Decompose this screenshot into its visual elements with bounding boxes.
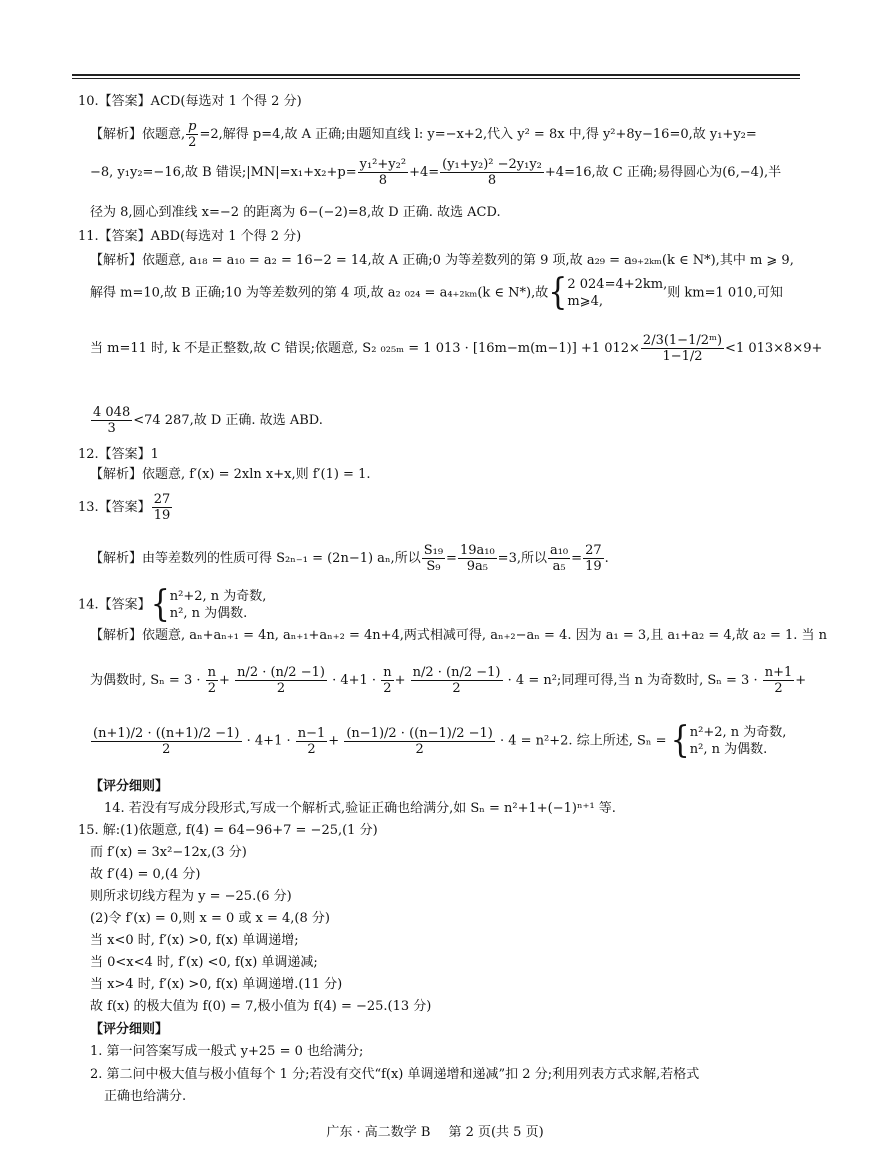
fraction: $\frac{(n-1)/2 \cdot ((n-1)/2 -1)}{2}$ <box>346 725 493 757</box>
q15-line: (2)令 f′(x) = 0,则 x = 0 或 x = 4,(8 分) <box>90 911 330 926</box>
q15-grading-1: 1. 第一问答案写成一般式 y+25 = 0 也给满分; <box>90 1044 364 1059</box>
q12-answer: 12.【答案】1 <box>78 447 159 462</box>
fraction: $\frac{\text{S₁₉}}{\text{S₉}}$ <box>423 543 444 574</box>
fraction: $\frac{p}{2}$ <box>188 119 197 150</box>
q11-analysis-line2: 解得 m=10,故 B 正确;10 为等差数列的第 4 项,故 a₂ ₀₂₄ = a₄₊₂ₖₘ(k ∈ N*),故 { 2 024=4+2km, m⩾4, 则 km=1 010,可知 <box>90 271 783 314</box>
fraction: $\frac{27}{19}$ <box>153 492 171 523</box>
q15-line: 而 f′(x) = 3x²−12x,(3 分) <box>90 845 247 860</box>
header-rule <box>72 74 800 76</box>
fraction: $\frac{n}{2}$ <box>383 665 392 696</box>
q10-answer: 10.【答案】ACD(每选对 1 个得 2 分) <box>78 94 302 109</box>
q15-grading-2: 2. 第二问中极大值与极小值每个 1 分;若没有交代“f(x) 单调递增和递减”扣 2 分;利用列表方式求解,若格式 <box>90 1067 700 1082</box>
q14-answer: 14.【答案】 { n²+2, n 为奇数, n², n 为偶数. <box>78 583 267 626</box>
q10-analysis-line1: 【解析】依题意, $\frac{p}{2}$ =2,解得 p=4,故 A 正确;由题知直线 l: y=−x+2,代入 y² = 8x 中,得 y²+8y−16=0,故 y₁+y₂= <box>90 119 757 150</box>
q13-analysis: 【解析】由等差数列的性质可得 S₂ₙ₋₁ = (2n−1) aₙ,所以 $\frac{\text{S₁₉}}{\text{S₉}}$ = $\frac{\text{19a₁₀}}{\text{9a₅}}$ =3,所以 $\frac{\text{a₁₀}}{\text{a₅}}$ = $\frac{27}{19}$ . <box>90 543 609 574</box>
fraction: $\frac{(n+1)/2 \cdot ((n+1)/2 -1)}{2}$ <box>93 725 240 757</box>
q14-grading-title: 【评分细则】 <box>90 779 169 794</box>
page-footer <box>0 1121 870 1140</box>
q15-line: 当 x>4 时, f′(x) >0, f(x) 单调递增.(11 分) <box>90 977 343 992</box>
q14-analysis-line3: $\frac{(n+1)/2 \cdot ((n+1)/2 -1)}{2}$ · 4+1 · $\frac{n-1}{2}$ + $\frac{(n-1)/2 \cdot ((n-1)/2 -1)}{2}$ · 4 = n²+2. 综上所述, Sₙ = { n²+2, n 为奇数, n², n 为偶数. <box>93 719 787 762</box>
q11-analysis-line4: $\frac{4 048}{3}$ <74 287,故 D 正确. 故选 ABD. <box>93 405 323 436</box>
header-rule-thin <box>72 78 800 79</box>
footer-region: 广东 · 高二数学 B <box>326 1125 431 1140</box>
q12-analysis: 【解析】依题意, f′(x) = 2xln x+x,则 f′(1) = 1. <box>90 467 371 482</box>
q10-analysis-line2: −8, y₁y₂=−16,故 B 错误;|MN|=x₁+x₂+p= $\frac{\text{y₁²+y₂²}}{8}$ +4= $\frac{\text{(y₁+y₂)² −2y₁y₂}}{8}$ +4=16,故 C 正确;易得圆心为(6,−4),半 <box>90 157 782 188</box>
fraction: $\frac{n-1}{2}$ <box>297 725 326 757</box>
fraction: $\frac{n+1}{2}$ <box>764 665 793 696</box>
q15-line: 故 f′(4) = 0,(4 分) <box>90 867 201 882</box>
q15-line: 当 0<x<4 时, f′(x) <0, f(x) 单调递减; <box>90 955 318 970</box>
q15-line: 15. 解:(1)依题意, f(4) = 64−96+7 = −25,(1 分) <box>78 823 378 838</box>
q11-analysis-line3: 当 m=11 时, k 不是正整数,故 C 错误;依题意, S₂ ₀₂₅ₘ = 1 013 · [16m−m(m−1)] +1 012× $\frac{\text{2/3(1−1/2ᵐ)}}{1-1/2}$ <1 013×8×9+ <box>90 333 823 364</box>
equation-system: { 2 024=4+2km, m⩾4, <box>548 271 668 314</box>
piecewise: { n²+2, n 为奇数, n², n 为偶数. <box>670 719 787 762</box>
piecewise: { n²+2, n 为奇数, n², n 为偶数. <box>150 583 267 626</box>
q15-grading-title: 【评分细则】 <box>90 1022 169 1037</box>
fraction: $\frac{n/2 \cdot (n/2 -1)}{2}$ <box>237 665 325 696</box>
q15-line: 当 x<0 时, f′(x) >0, f(x) 单调递增; <box>90 933 299 948</box>
fraction: $\frac{4 048}{3}$ <box>93 405 131 436</box>
fraction: $\frac{n/2 \cdot (n/2 -1)}{2}$ <box>412 665 501 696</box>
fraction: $\frac{\text{2/3(1−1/2ᵐ)}}{1-1/2}$ <box>642 333 723 364</box>
q11-analysis-line1: 【解析】依题意, a₁₈ = a₁₀ = a₂ = 16−2 = 14,故 A 正确;0 为等差数列的第 9 项,故 a₂₉ = a₉₊₂ₖₘ(k ∈ N*),其中 m ⩾ 9, <box>90 253 794 268</box>
footer-page: 第 2 页(共 5 页) <box>448 1125 544 1140</box>
q10-analysis-line3: 径为 8,圆心到准线 x=−2 的距离为 6−(−2)=8,故 D 正确. 故选 ACD. <box>90 205 501 220</box>
q14-analysis-line2: 为偶数时, Sₙ = 3 · $\frac{n}{2}$ + $\frac{n/2 \cdot (n/2 -1)}{2}$ · 4+1 · $\frac{n}{2}$ + $\frac{n/2 \cdot (n/2 -1)}{2}$ · 4 = n²;同理可得,当 n 为奇数时, Sₙ = 3 · $\frac{n+1}{2}$ + <box>90 665 807 696</box>
fraction: $\frac{\text{(y₁+y₂)² −2y₁y₂}}{8}$ <box>442 157 542 188</box>
q14-analysis-line1: 【解析】依题意, aₙ+aₙ₊₁ = 4n, aₙ₊₁+aₙ₊₂ = 4n+4,两式相减可得, aₙ₊₂−aₙ = 4. 因为 a₁ = 3,且 a₁+a₂ = 4,故 a₂ = 1. 当 n <box>90 628 828 643</box>
q11-answer: 11.【答案】ABD(每选对 1 个得 2 分) <box>78 229 302 244</box>
q15-line: 故 f(x) 的极大值为 f(0) = 7,极小值为 f(4) = −25.(13 分) <box>90 999 432 1014</box>
q15-grading-2-cont: 正确也给满分. <box>104 1089 187 1104</box>
fraction: $\frac{n}{2}$ <box>207 665 217 696</box>
q14-grading-text: 14. 若没有写成分段形式,写成一个解析式,验证正确也给满分,如 Sₙ = n²+1+(−1)ⁿ⁺¹ 等. <box>104 801 616 816</box>
q15-line: 则所求切线方程为 y = −25.(6 分) <box>90 889 292 904</box>
fraction: $\frac{27}{19}$ <box>585 543 602 574</box>
fraction: $\frac{\text{y₁²+y₂²}}{8}$ <box>359 157 407 188</box>
fraction: $\frac{\text{a₁₀}}{\text{a₅}}$ <box>549 543 569 574</box>
q13-answer: 13.【答案】 $\frac{27}{19}$ <box>78 492 171 523</box>
fraction: $\frac{\text{19a₁₀}}{\text{9a₅}}$ <box>459 543 495 574</box>
